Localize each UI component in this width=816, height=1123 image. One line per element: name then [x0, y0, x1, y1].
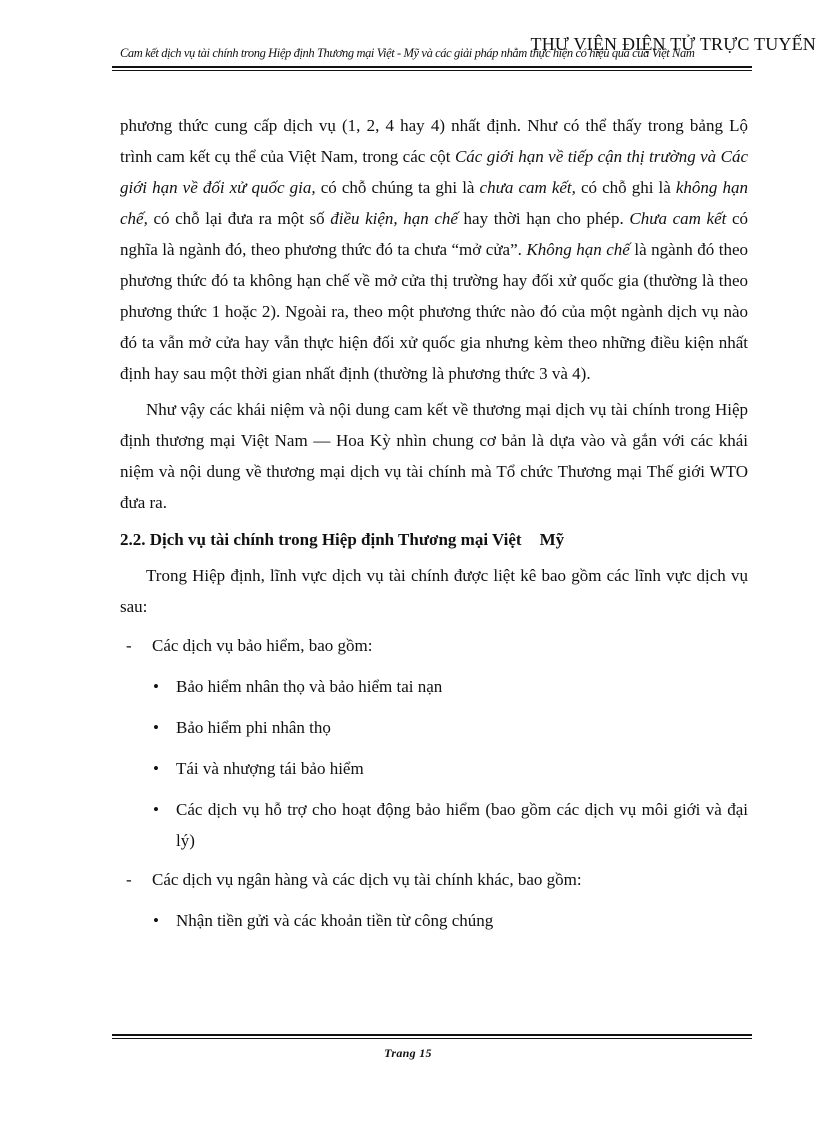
italic-term: Các giới hạn về tiếp cận thị trường và Các giới hạn về đối xử quốc gia, — [120, 147, 748, 197]
bullet-icon: • — [153, 800, 159, 819]
list-item: • Bảo hiểm phi nhân thọ — [120, 712, 748, 743]
page-number: Trang 15 — [384, 1046, 432, 1060]
italic-term: Không hạn chế — [526, 240, 630, 259]
italic-term: không hạn chế, — [120, 178, 748, 228]
paragraph-3: Trong Hiệp định, lĩnh vực dịch vụ tài chính được liệt kê bao gồm các lĩnh vực dịch vụ sau: — [120, 566, 748, 616]
page-header — [112, 34, 816, 74]
bullet-icon: • — [153, 718, 159, 737]
list-item: • Tái và nhượng tái bảo hiểm — [120, 753, 748, 784]
section-heading: 2.2. Dịch vụ tài chính trong Hiệp định Thương mại Việt Mỹ — [120, 530, 565, 549]
list-item: - Các dịch vụ ngân hàng và các dịch vụ tài chính khác, bao gồm: — [120, 864, 748, 895]
dash-marker: - — [126, 870, 132, 889]
italic-term: chưa cam kết, — [479, 178, 576, 197]
italic-term: Chưa cam kết — [629, 209, 727, 228]
bullet-icon: • — [153, 759, 159, 778]
paragraph-2: Như vậy các khái niệm và nội dung cam kết về thương mại dịch vụ tài chính trong Hiệp định thương mại Việt Nam — Hoa Kỳ nhìn chung cơ bản là dựa vào và gắn với các khái niệm và nội dung về thương mại dịch vụ tài chính mà Tổ chức Thương mại Thế giới WTO đưa ra. — [120, 400, 748, 512]
bullet-icon: • — [153, 677, 159, 696]
list-item: • Bảo hiểm nhân thọ và bảo hiểm tai nạn — [120, 671, 748, 702]
page-body — [120, 110, 748, 936]
paragraph-1: phương thức cung cấp dịch vụ (1, 2, 4 hay 4) nhất định. Như có thể thấy trong bảng Lộ trình cam kết cụ thể của Việt Nam, trong các cột Các giới hạn về tiếp cận thị trường và Các giới hạn về đối xử quốc gia, có chỗ chúng ta ghi là chưa cam kết, có chỗ ghi là không hạn chế, có chỗ lại đưa ra một số điều kiện, hạn chế hay thời hạn cho phép. Chưa cam kết có nghĩa là ngành đó, theo phương thức đó ta chưa “mở cửa”. Không hạn chế là ngành đó theo phương thức đó ta không hạn chế về mở cửa thị trường hay đối xử quốc gia (thường là theo phương thức 1 hoặc 2). Ngoài ra, theo một phương thức nào đó của một ngành dịch vụ nào đó ta vẫn mở cửa hay vẫn thực hiện đối xử quốc gia nhưng kèm theo những điều kiện nhất định hay sau một thời gian nhất định (thường là phương thức 3 và 4). — [120, 116, 749, 383]
bullet-icon: • — [153, 911, 159, 930]
library-watermark: THƯ VIỆN ĐIỆN TỬ TRỰC TUYẾN — [530, 34, 816, 54]
list-item: • Nhận tiền gửi và các khoản tiền từ công chúng — [120, 905, 748, 936]
list-item: • Các dịch vụ hỗ trợ cho hoạt động bảo hiểm (bao gồm các dịch vụ môi giới và đại lý) — [120, 794, 748, 856]
footer-rule-top — [112, 1034, 752, 1036]
footer-rule-bottom — [112, 1038, 752, 1039]
dash-marker: - — [126, 636, 132, 655]
running-title: Cam kết dịch vụ tài chính trong Hiệp định Thương mại Việt - Mỹ và các giải pháp nhằm thực hiện có hiệu quả của Việt Nam — [120, 46, 695, 60]
list-item: - Các dịch vụ bảo hiểm, bao gồm: — [120, 630, 748, 661]
header-rule-bottom — [112, 70, 752, 71]
header-rule-top — [112, 66, 752, 68]
italic-term: điều kiện, hạn chế — [330, 209, 458, 228]
